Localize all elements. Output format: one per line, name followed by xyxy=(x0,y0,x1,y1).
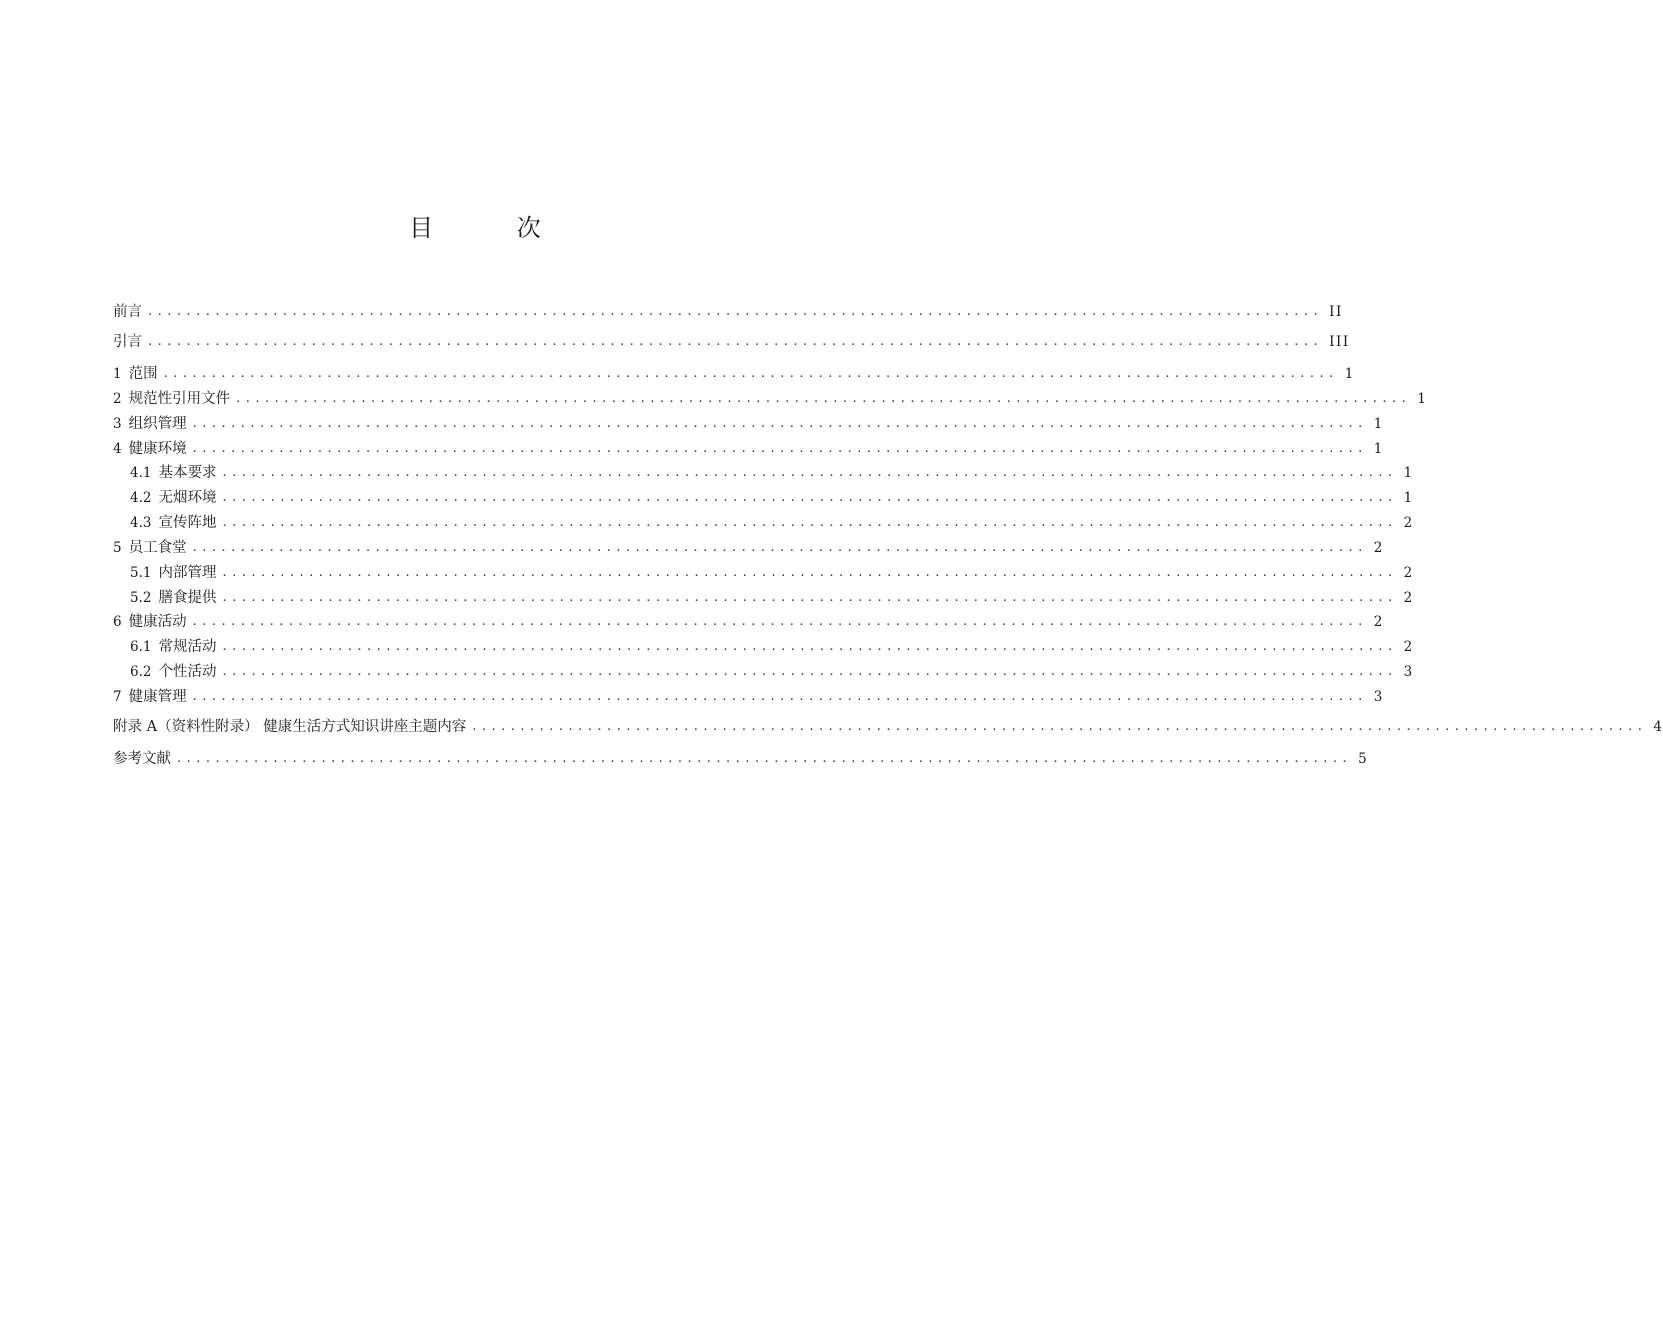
toc-entry-page: 1 xyxy=(1344,366,1355,382)
dot-leader: .......................................................................................................................... xyxy=(192,689,1368,704)
toc-entry-label: 组织管理 xyxy=(128,416,187,432)
toc-entry-4-1[interactable] xyxy=(130,462,1414,484)
dot-leader: .......................................................................................................................... xyxy=(222,639,1398,654)
dot-leader: .......................................................................................................................... xyxy=(192,416,1368,431)
toc-entry-page: 1 xyxy=(1403,465,1414,481)
toc-entry-number: 5.1 xyxy=(130,565,152,581)
toc-entry-number: 2 xyxy=(113,391,122,407)
dot-leader: .......................................................................................................................... xyxy=(472,719,1648,734)
dot-leader: .......................................................................................................................... xyxy=(222,490,1398,505)
toc-entry-label: 前言 xyxy=(113,304,142,320)
toc-entry-label: 无烟环境 xyxy=(158,490,217,506)
toc-entry-6[interactable] xyxy=(113,611,1384,633)
toc-entry-label: 规范性引用文件 xyxy=(128,391,231,407)
toc-entry-label: 常规活动 xyxy=(158,639,217,655)
dot-leader: .......................................................................................................................... xyxy=(192,614,1368,629)
dot-leader: .......................................................................................................................... xyxy=(236,391,1412,406)
toc-entry-number: 6.1 xyxy=(130,639,152,655)
toc-entry-introduction[interactable] xyxy=(113,331,1350,353)
toc-entry-3[interactable] xyxy=(113,413,1384,435)
toc-entry-page: 2 xyxy=(1403,639,1414,655)
toc-entry-number: 6.2 xyxy=(130,664,152,680)
toc-entry-references[interactable] xyxy=(113,748,1369,770)
dot-leader: .......................................................................................................................... xyxy=(222,590,1398,605)
toc-entry-page: 2 xyxy=(1403,565,1414,581)
dot-leader: .......................................................................................................................... xyxy=(222,664,1398,679)
dot-leader: .......................................................................................................................... xyxy=(222,515,1398,530)
toc-entry-label: 附录 A（资料性附录） 健康生活方式知识讲座主题内容 xyxy=(113,719,467,735)
toc-entry-page: 3 xyxy=(1373,689,1384,705)
toc-entry-page: 5 xyxy=(1358,751,1369,767)
toc-entry-label: 个性活动 xyxy=(158,664,217,680)
toc-entry-number: 4 xyxy=(113,441,122,457)
toc-entry-page: 1 xyxy=(1417,391,1428,407)
dot-leader: .......................................................................................................................... xyxy=(148,304,1324,319)
toc-entry-label: 参考文献 xyxy=(113,751,171,767)
toc-entry-6-2[interactable] xyxy=(130,661,1414,683)
toc-entry-page: II xyxy=(1329,304,1343,320)
toc-entry-page: 2 xyxy=(1373,540,1384,556)
toc-entry-label: 员工食堂 xyxy=(128,540,187,556)
toc-entry-number: 3 xyxy=(113,416,122,432)
toc-entry-1[interactable] xyxy=(113,363,1355,385)
dot-leader: .......................................................................................................................... xyxy=(177,751,1353,766)
dot-leader: .......................................................................................................................... xyxy=(163,366,1339,381)
toc-entry-page: 1 xyxy=(1403,490,1414,506)
toc-entry-label: 范围 xyxy=(128,366,158,382)
toc-entry-number: 4.1 xyxy=(130,465,152,481)
toc-entry-label: 宣传阵地 xyxy=(158,515,217,531)
toc-entry-page: 3 xyxy=(1403,664,1414,680)
dot-leader: .......................................................................................................................... xyxy=(148,334,1324,349)
toc-entry-5[interactable] xyxy=(113,537,1384,559)
toc-entry-number: 5 xyxy=(113,540,122,556)
toc-entry-page: 1 xyxy=(1373,441,1384,457)
toc-entry-4-3[interactable] xyxy=(130,512,1414,534)
page-title: 目 次 xyxy=(409,214,579,242)
dot-leader: .......................................................................................................................... xyxy=(192,441,1368,456)
toc-entry-label: 内部管理 xyxy=(158,565,217,581)
toc-entry-number: 1 xyxy=(113,366,122,382)
toc-entry-7[interactable] xyxy=(113,686,1384,708)
toc-entry-number: 4.2 xyxy=(130,490,152,506)
toc-entry-page: 2 xyxy=(1373,614,1384,630)
toc-entry-label: 健康环境 xyxy=(128,441,187,457)
toc-entry-5-1[interactable] xyxy=(130,562,1414,584)
toc-entry-number: 5.2 xyxy=(130,590,152,606)
dot-leader: .......................................................................................................................... xyxy=(192,540,1368,555)
toc-entry-foreword[interactable] xyxy=(113,301,1343,323)
toc-entry-label: 健康活动 xyxy=(128,614,187,630)
dot-leader: .......................................................................................................................... xyxy=(222,565,1398,580)
toc-entry-label: 膳食提供 xyxy=(158,590,217,606)
toc-entry-label: 健康管理 xyxy=(128,689,187,705)
toc-entry-5-2[interactable] xyxy=(130,587,1414,609)
dot-leader: .......................................................................................................................... xyxy=(222,465,1398,480)
toc-entry-2[interactable] xyxy=(113,388,1428,410)
toc-entry-4-2[interactable] xyxy=(130,487,1414,509)
toc-entry-label: 基本要求 xyxy=(158,465,217,481)
toc-entry-page: 4 xyxy=(1653,719,1663,735)
toc-entry-4[interactable] xyxy=(113,438,1384,460)
toc-entry-number: 4.3 xyxy=(130,515,152,531)
toc-entry-6-1[interactable] xyxy=(130,636,1414,658)
toc-entry-number: 6 xyxy=(113,614,122,630)
toc-entry-page: 2 xyxy=(1403,515,1414,531)
toc-entry-appendix-a[interactable] xyxy=(113,716,1663,738)
toc-entry-page: 1 xyxy=(1373,416,1384,432)
toc-entry-number: 7 xyxy=(113,689,122,705)
toc-entry-page: III xyxy=(1329,334,1350,350)
toc-entry-page: 2 xyxy=(1403,590,1414,606)
toc-entry-label: 引言 xyxy=(113,334,142,350)
